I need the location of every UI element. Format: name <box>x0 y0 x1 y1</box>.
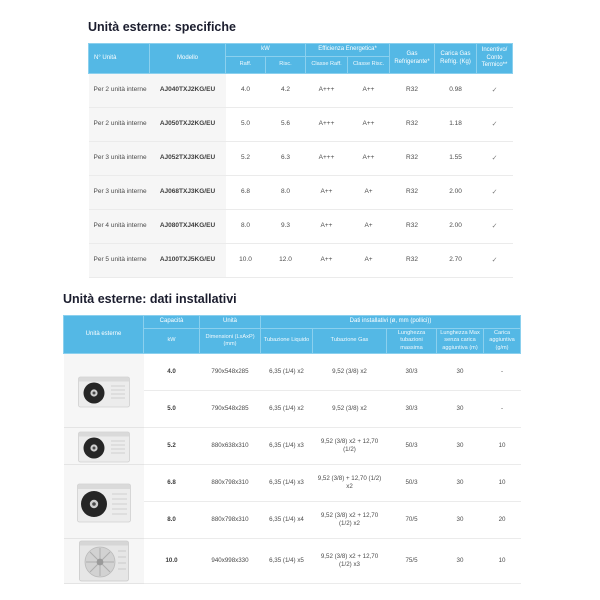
cell-carica: 2.00 <box>435 176 477 210</box>
cell-kw-raff: 10.0 <box>226 244 266 278</box>
cell-dimensioni: 790x548x285 <box>200 391 261 428</box>
cell-carica: 2.70 <box>435 244 477 278</box>
cell-lunghezza: 30/3 <box>387 354 437 391</box>
cell-tubazione-liquido: 6,35 (1/4) x3 <box>261 428 313 465</box>
col-header-classe-raff: Classe Raff. <box>306 57 348 74</box>
spec-table <box>88 43 513 278</box>
install-header-row-1 <box>64 316 521 329</box>
spec-table-row <box>89 244 513 278</box>
cell-dimensioni: 880x638x310 <box>200 428 261 465</box>
cell-classe-risc: A++ <box>348 108 390 142</box>
col-header-kw: kW <box>144 329 200 354</box>
cell-classe-raff: A++ <box>306 176 348 210</box>
col-header-modello: Modello <box>150 44 226 74</box>
cell-n-unita: Per 3 unità interne <box>89 176 150 210</box>
col-header-tubazione-gas: Tubazione Gas <box>313 329 387 354</box>
col-header-incentivo: Incentivo/ Conto Termico** <box>477 44 513 74</box>
cell-kw-raff: 4.0 <box>226 74 266 108</box>
install-section <box>63 292 520 584</box>
cell-lunghezza: 30/3 <box>387 391 437 428</box>
col-group-dati-installativi: Dati installativi (ø, mm (pollici)) <box>261 316 521 329</box>
outdoor-unit-image <box>64 428 144 465</box>
cell-modello: AJ052TXJ3KG/EU <box>150 142 226 176</box>
cell-carica-aggiuntiva: - <box>484 391 521 428</box>
cell-tubazione-liquido: 6,35 (1/4) x5 <box>261 539 313 584</box>
cell-kw-risc: 9.3 <box>266 210 306 244</box>
cell-capacita: 8.0 <box>144 502 200 539</box>
cell-capacita: 10.0 <box>144 539 200 584</box>
spec-table-row <box>89 142 513 176</box>
cell-kw-raff: 8.0 <box>226 210 266 244</box>
cell-classe-raff: A+++ <box>306 142 348 176</box>
cell-carica-aggiuntiva: 20 <box>484 502 521 539</box>
cell-modello: AJ040TXJ2KG/EU <box>150 74 226 108</box>
cell-gas: R32 <box>390 244 435 278</box>
cell-lunghezza-max: 30 <box>437 391 484 428</box>
cell-capacita: 5.0 <box>144 391 200 428</box>
cell-dimensioni: 880x798x310 <box>200 502 261 539</box>
cell-lunghezza-max: 30 <box>437 465 484 502</box>
spec-table-row <box>89 176 513 210</box>
cell-classe-risc: A++ <box>348 74 390 108</box>
outdoor-unit-image <box>64 465 144 539</box>
col-group-unita: Unità <box>200 316 261 329</box>
col-header-lunghezza: Lunghezza tubazioni massima <box>387 329 437 354</box>
col-header-unita-esterne: Unità esterne <box>64 316 144 354</box>
checkmark-icon: ✓ <box>477 74 513 108</box>
cell-lunghezza-max: 30 <box>437 354 484 391</box>
cell-tubazione-gas: 9,52 (3/8) x2 + 12,70 (1/2) <box>313 428 387 465</box>
col-header-gas: Gas Refrigerante* <box>390 44 435 74</box>
cell-kw-raff: 5.2 <box>226 142 266 176</box>
col-header-tubazione-liquido: Tubazione Liquido <box>261 329 313 354</box>
cell-classe-risc: A+ <box>348 244 390 278</box>
cell-tubazione-liquido: 6,35 (1/4) x4 <box>261 502 313 539</box>
col-header-risc: Risc. <box>266 57 306 74</box>
col-header-raff: Raff. <box>226 57 266 74</box>
cell-carica-aggiuntiva: 10 <box>484 539 521 584</box>
cell-dimensioni: 940x998x330 <box>200 539 261 584</box>
cell-modello: AJ068TXJ3KG/EU <box>150 176 226 210</box>
cell-carica-aggiuntiva: - <box>484 354 521 391</box>
cell-carica: 1.55 <box>435 142 477 176</box>
cell-capacita: 6.8 <box>144 465 200 502</box>
spec-table-row <box>89 74 513 108</box>
cell-gas: R32 <box>390 176 435 210</box>
cell-kw-risc: 5.6 <box>266 108 306 142</box>
cell-classe-raff: A+++ <box>306 108 348 142</box>
cell-classe-risc: A++ <box>348 142 390 176</box>
cell-carica-aggiuntiva: 10 <box>484 465 521 502</box>
cell-kw-risc: 12.0 <box>266 244 306 278</box>
spec-table-row <box>89 108 513 142</box>
col-group-capacita: Capacità <box>144 316 200 329</box>
install-table <box>63 315 521 584</box>
col-header-n-unita: N° Unità <box>89 44 150 74</box>
install-title: Unità esterne: dati installativi <box>63 292 237 306</box>
checkmark-icon: ✓ <box>477 210 513 244</box>
outdoor-unit-small-icon <box>78 374 130 408</box>
cell-classe-risc: A+ <box>348 210 390 244</box>
cell-n-unita: Per 4 unità interne <box>89 210 150 244</box>
cell-classe-raff: A+++ <box>306 74 348 108</box>
col-header-classe-risc: Classe Risc. <box>348 57 390 74</box>
cell-tubazione-gas: 9,52 (3/8) x2 + 12,70 (1/2) x3 <box>313 539 387 584</box>
cell-n-unita: Per 2 unità interne <box>89 74 150 108</box>
cell-lunghezza-max: 30 <box>437 502 484 539</box>
cell-gas: R32 <box>390 210 435 244</box>
install-table-row <box>64 465 521 502</box>
col-header-dimensioni: Dimensioni (LxAxP) (mm) <box>200 329 261 354</box>
cell-n-unita: Per 3 unità interne <box>89 142 150 176</box>
checkmark-icon: ✓ <box>477 176 513 210</box>
cell-modello: AJ080TXJ4KG/EU <box>150 210 226 244</box>
cell-kw-risc: 6.3 <box>266 142 306 176</box>
cell-gas: R32 <box>390 74 435 108</box>
cell-carica: 1.18 <box>435 108 477 142</box>
install-table-row <box>64 428 521 465</box>
cell-carica-aggiuntiva: 10 <box>484 428 521 465</box>
col-group-efficienza: Efficienza Energetica* <box>306 44 390 57</box>
cell-tubazione-liquido: 6,35 (1/4) x2 <box>261 391 313 428</box>
cell-capacita: 5.2 <box>144 428 200 465</box>
cell-tubazione-gas: 9,52 (3/8) + 12,70 (1/2) x2 <box>313 465 387 502</box>
cell-carica: 0.98 <box>435 74 477 108</box>
cell-modello: AJ100TXJ5KG/EU <box>150 244 226 278</box>
spec-title: Unità esterne: specifiche <box>88 20 236 34</box>
checkmark-icon: ✓ <box>477 244 513 278</box>
cell-kw-risc: 8.0 <box>266 176 306 210</box>
cell-lunghezza-max: 30 <box>437 428 484 465</box>
cell-dimensioni: 790x548x285 <box>200 354 261 391</box>
install-table-row <box>64 354 521 391</box>
outdoor-unit-medium-icon <box>78 429 130 463</box>
cell-gas: R32 <box>390 108 435 142</box>
cell-classe-risc: A+ <box>348 176 390 210</box>
cell-tubazione-gas: 9,52 (3/8) x2 + 12,70 (1/2) x2 <box>313 502 387 539</box>
col-group-kw: kW <box>226 44 306 57</box>
cell-gas: R32 <box>390 142 435 176</box>
cell-classe-raff: A++ <box>306 210 348 244</box>
spec-header-row-1 <box>89 44 513 57</box>
cell-n-unita: Per 5 unità interne <box>89 244 150 278</box>
cell-kw-raff: 5.0 <box>226 108 266 142</box>
checkmark-icon: ✓ <box>477 142 513 176</box>
cell-classe-raff: A++ <box>306 244 348 278</box>
cell-lunghezza-max: 30 <box>437 539 484 584</box>
cell-capacita: 4.0 <box>144 354 200 391</box>
cell-modello: AJ050TXJ2KG/EU <box>150 108 226 142</box>
checkmark-icon: ✓ <box>477 108 513 142</box>
cell-n-unita: Per 2 unità interne <box>89 108 150 142</box>
cell-lunghezza: 50/3 <box>387 465 437 502</box>
spec-section <box>88 20 512 278</box>
cell-dimensioni: 880x798x310 <box>200 465 261 502</box>
outdoor-unit-large-icon <box>77 481 131 523</box>
col-header-carica: Carica Gas Refrig. (Kg) <box>435 44 477 74</box>
cell-tubazione-liquido: 6,35 (1/4) x2 <box>261 354 313 391</box>
outdoor-unit-xlarge-icon <box>79 539 129 583</box>
cell-tubazione-gas: 9,52 (3/8) x2 <box>313 354 387 391</box>
cell-lunghezza: 75/5 <box>387 539 437 584</box>
cell-lunghezza: 70/5 <box>387 502 437 539</box>
spec-table-row <box>89 210 513 244</box>
cell-lunghezza: 50/3 <box>387 428 437 465</box>
cell-kw-raff: 6.8 <box>226 176 266 210</box>
cell-tubazione-gas: 9,52 (3/8) x2 <box>313 391 387 428</box>
cell-kw-risc: 4.2 <box>266 74 306 108</box>
cell-tubazione-liquido: 6,35 (1/4) x3 <box>261 465 313 502</box>
col-header-lunghezza-max: Lunghezza Max senza carica aggiuntiva (m) <box>437 329 484 354</box>
outdoor-unit-image <box>64 539 144 584</box>
cell-carica: 2.00 <box>435 210 477 244</box>
install-table-row <box>64 539 521 584</box>
col-header-carica-aggiuntiva: Carica aggiuntiva (g/m) <box>484 329 521 354</box>
outdoor-unit-image <box>64 354 144 428</box>
